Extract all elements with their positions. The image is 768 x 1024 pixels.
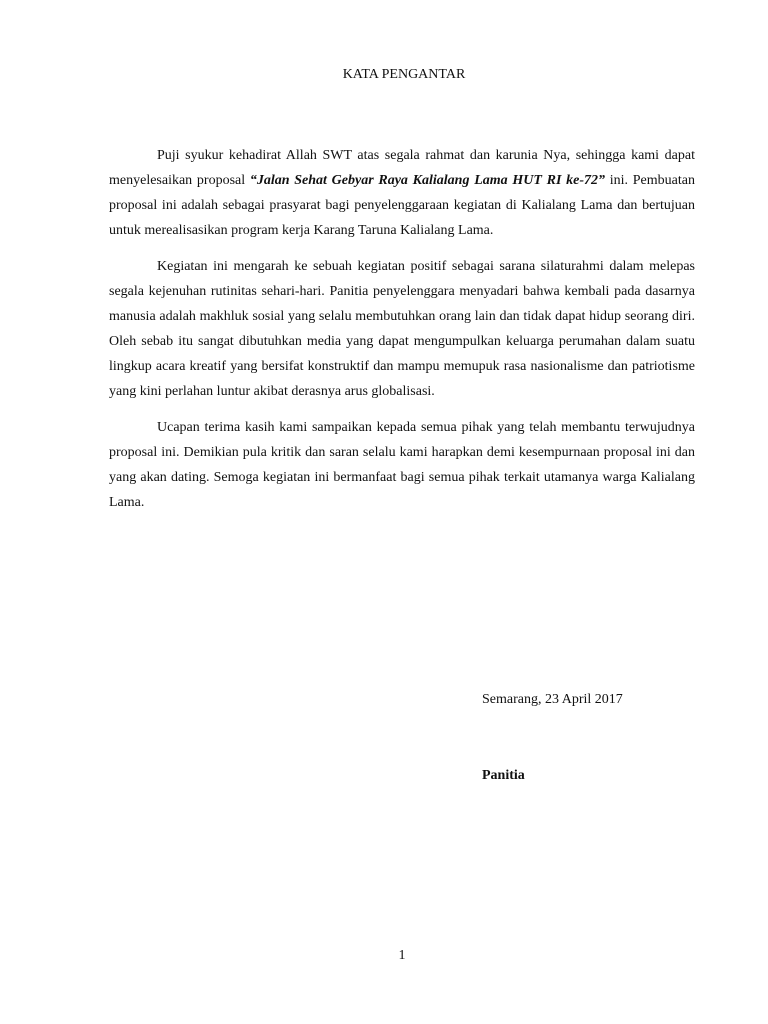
paragraph-2: Kegiatan ini mengarah ke sebuah kegiatan positif sebagai sarana silaturahmi dalam melepas segala kejenuhan rutinitas sehari-hari. Panitia penyelenggara menyadari bahwa kembali pada dasarnya manusia adalah makhluk sosial yang selalu membutuhkan orang lain dan tidak dapat hidup seorang diri. Oleh sebab itu sangat dibutuhkan media yang dapat mengumpulkan keluarga perumahan dalam suatu lingkup acara kreatif yang bersifat konstruktif dan mampu memupuk rasa nasionalisme dan patriotisme yang kini perlahan luntur akibat derasnya arus globalisasi. xyxy=(109,259,695,399)
page-number: 1 xyxy=(398,948,406,963)
paragraph-1-text-end: ini. Pembuatan proposal ini adalah sebagai prasyarat bagi penyelenggaraan kegiatan di Kalialang Lama dan bertujuan untuk merealisasikan program kerja Karang Taruna Kalialang Lama. xyxy=(109,173,695,238)
signer-name: Panitia xyxy=(482,768,525,783)
paragraph-1-text-start: Puji syukur kehadirat Allah SWT atas segala rahmat dan karunia Nya, sehingga kami dapat menyelesaikan proposal xyxy=(109,148,695,188)
paragraph-1 xyxy=(109,143,695,243)
document-body xyxy=(109,143,695,526)
place-date: Semarang, 23 April 2017 xyxy=(482,692,623,707)
proposal-title-emphasis: “Jalan Sehat Gebyar Raya Kalialang Lama HUT RI ke-72” xyxy=(249,173,606,188)
paragraph-3: Ucapan terima kasih kami sampaikan kepada semua pihak yang telah membantu terwujudnya proposal ini. Demikian pula kritik dan saran selalu kami harapkan demi kesempurnaan proposal ini dan yang akan dating. Semoga kegiatan ini bermanfaat bagi semua pihak terkait utamanya warga Kalialang Lama. xyxy=(109,420,695,510)
page-title: KATA PENGANTAR xyxy=(342,67,466,82)
